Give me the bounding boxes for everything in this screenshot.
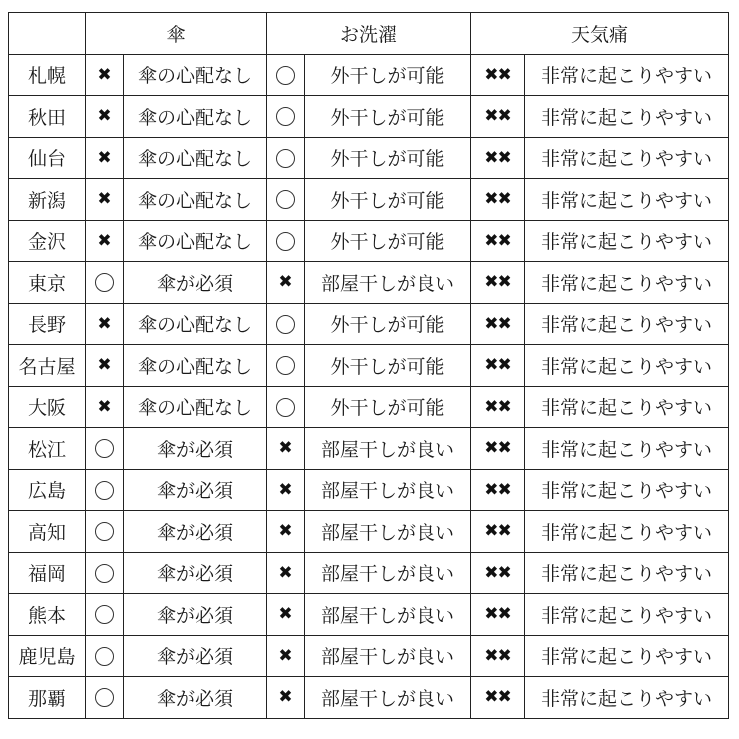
weather-pain-text-cell: 非常に起こりやすい xyxy=(525,386,729,428)
umbrella-text-cell: 傘が必須 xyxy=(124,428,267,470)
laundry-text-cell: 外干しが可能 xyxy=(305,54,471,96)
city-cell: 熊本 xyxy=(9,594,86,636)
weather-pain-mark-cell xyxy=(471,552,525,594)
city-cell: 仙台 xyxy=(9,137,86,179)
weather-pain-double-cross-icon: ✖✖ xyxy=(484,687,511,708)
umbrella-circle-icon xyxy=(95,273,114,292)
umbrella-mark-cell xyxy=(86,137,124,179)
laundry-mark-cell xyxy=(267,677,305,719)
city-cell: 東京 xyxy=(9,262,86,304)
laundry-circle-icon xyxy=(276,315,295,334)
city-cell: 福岡 xyxy=(9,552,86,594)
table-row xyxy=(9,511,729,553)
header-weather-pain: 天気痛 xyxy=(471,13,729,55)
table-row xyxy=(9,552,729,594)
umbrella-cross-icon: ✖ xyxy=(97,355,112,376)
umbrella-text-cell: 傘の心配なし xyxy=(124,345,267,387)
laundry-circle-icon xyxy=(276,190,295,209)
laundry-text-cell: 部屋干しが良い xyxy=(305,677,471,719)
weather-pain-text-cell: 非常に起こりやすい xyxy=(525,54,729,96)
weather-pain-text-cell: 非常に起こりやすい xyxy=(525,635,729,677)
laundry-mark-cell xyxy=(267,179,305,221)
city-cell: 松江 xyxy=(9,428,86,470)
table-row xyxy=(9,345,729,387)
umbrella-cross-icon: ✖ xyxy=(97,106,112,127)
city-cell: 札幌 xyxy=(9,54,86,96)
laundry-text-cell: 外干しが可能 xyxy=(305,303,471,345)
city-cell: 名古屋 xyxy=(9,345,86,387)
weather-pain-text-cell: 非常に起こりやすい xyxy=(525,345,729,387)
weather-pain-mark-cell xyxy=(471,303,525,345)
weather-pain-text-cell: 非常に起こりやすい xyxy=(525,552,729,594)
weather-pain-mark-cell xyxy=(471,635,525,677)
weather-pain-mark-cell xyxy=(471,54,525,96)
table-body xyxy=(9,54,729,718)
weather-pain-text-cell: 非常に起こりやすい xyxy=(525,677,729,719)
umbrella-mark-cell xyxy=(86,345,124,387)
umbrella-text-cell: 傘の心配なし xyxy=(124,303,267,345)
weather-pain-double-cross-icon: ✖✖ xyxy=(484,272,511,293)
laundry-mark-cell xyxy=(267,303,305,345)
umbrella-text-cell: 傘の心配なし xyxy=(124,220,267,262)
forecast-table xyxy=(8,12,729,719)
weather-pain-text-cell: 非常に起こりやすい xyxy=(525,96,729,138)
weather-pain-mark-cell xyxy=(471,137,525,179)
umbrella-text-cell: 傘の心配なし xyxy=(124,179,267,221)
table-row xyxy=(9,96,729,138)
laundry-circle-icon xyxy=(276,398,295,417)
city-cell: 秋田 xyxy=(9,96,86,138)
table-row xyxy=(9,179,729,221)
laundry-cross-icon: ✖ xyxy=(278,645,293,666)
umbrella-cross-icon: ✖ xyxy=(97,147,112,168)
weather-pain-mark-cell xyxy=(471,594,525,636)
umbrella-text-cell: 傘が必須 xyxy=(124,511,267,553)
laundry-cross-icon: ✖ xyxy=(278,479,293,500)
weather-pain-mark-cell xyxy=(471,262,525,304)
weather-pain-mark-cell xyxy=(471,677,525,719)
umbrella-cross-icon: ✖ xyxy=(97,230,112,251)
umbrella-mark-cell xyxy=(86,677,124,719)
laundry-mark-cell xyxy=(267,552,305,594)
weather-pain-text-cell: 非常に起こりやすい xyxy=(525,428,729,470)
weather-pain-double-cross-icon: ✖✖ xyxy=(484,645,511,666)
laundry-text-cell: 部屋干しが良い xyxy=(305,552,471,594)
umbrella-circle-icon xyxy=(95,605,114,624)
weather-pain-text-cell: 非常に起こりやすい xyxy=(525,179,729,221)
weather-pain-double-cross-icon: ✖✖ xyxy=(484,479,511,500)
city-cell: 高知 xyxy=(9,511,86,553)
weather-pain-text-cell: 非常に起こりやすい xyxy=(525,262,729,304)
umbrella-mark-cell xyxy=(86,54,124,96)
laundry-mark-cell xyxy=(267,220,305,262)
header-city xyxy=(9,13,86,55)
laundry-text-cell: 外干しが可能 xyxy=(305,220,471,262)
header-row xyxy=(9,13,729,55)
weather-pain-mark-cell xyxy=(471,469,525,511)
laundry-text-cell: 部屋干しが良い xyxy=(305,262,471,304)
umbrella-cross-icon: ✖ xyxy=(97,189,112,210)
umbrella-text-cell: 傘の心配なし xyxy=(124,96,267,138)
laundry-text-cell: 部屋干しが良い xyxy=(305,469,471,511)
weather-pain-double-cross-icon: ✖✖ xyxy=(484,396,511,417)
laundry-mark-cell xyxy=(267,137,305,179)
weather-pain-double-cross-icon: ✖✖ xyxy=(484,147,511,168)
city-cell: 鹿児島 xyxy=(9,635,86,677)
umbrella-text-cell: 傘の心配なし xyxy=(124,386,267,428)
weather-pain-mark-cell xyxy=(471,345,525,387)
laundry-text-cell: 外干しが可能 xyxy=(305,345,471,387)
laundry-mark-cell xyxy=(267,345,305,387)
umbrella-mark-cell xyxy=(86,635,124,677)
laundry-text-cell: 部屋干しが良い xyxy=(305,635,471,677)
weather-pain-double-cross-icon: ✖✖ xyxy=(484,64,511,85)
umbrella-text-cell: 傘が必須 xyxy=(124,469,267,511)
weather-pain-mark-cell xyxy=(471,386,525,428)
laundry-cross-icon: ✖ xyxy=(278,687,293,708)
laundry-mark-cell xyxy=(267,96,305,138)
table-row xyxy=(9,220,729,262)
city-cell: 長野 xyxy=(9,303,86,345)
umbrella-cross-icon: ✖ xyxy=(97,313,112,334)
weather-pain-double-cross-icon: ✖✖ xyxy=(484,106,511,127)
weather-pain-mark-cell xyxy=(471,220,525,262)
table-row xyxy=(9,594,729,636)
laundry-cross-icon: ✖ xyxy=(278,562,293,583)
weather-pain-mark-cell xyxy=(471,428,525,470)
city-cell: 金沢 xyxy=(9,220,86,262)
umbrella-text-cell: 傘が必須 xyxy=(124,594,267,636)
table-row xyxy=(9,303,729,345)
umbrella-circle-icon xyxy=(95,522,114,541)
laundry-text-cell: 部屋干しが良い xyxy=(305,594,471,636)
city-cell: 新潟 xyxy=(9,179,86,221)
weather-pain-double-cross-icon: ✖✖ xyxy=(484,313,511,334)
umbrella-mark-cell xyxy=(86,96,124,138)
umbrella-circle-icon xyxy=(95,564,114,583)
weather-pain-text-cell: 非常に起こりやすい xyxy=(525,511,729,553)
weather-pain-text-cell: 非常に起こりやすい xyxy=(525,469,729,511)
umbrella-text-cell: 傘が必須 xyxy=(124,677,267,719)
laundry-circle-icon xyxy=(276,66,295,85)
laundry-text-cell: 外干しが可能 xyxy=(305,386,471,428)
weather-pain-mark-cell xyxy=(471,179,525,221)
city-cell: 大阪 xyxy=(9,386,86,428)
weather-pain-text-cell: 非常に起こりやすい xyxy=(525,594,729,636)
header-umbrella: 傘 xyxy=(86,13,267,55)
table-row xyxy=(9,469,729,511)
umbrella-circle-icon xyxy=(95,481,114,500)
laundry-text-cell: 外干しが可能 xyxy=(305,179,471,221)
laundry-circle-icon xyxy=(276,356,295,375)
weather-pain-double-cross-icon: ✖✖ xyxy=(484,438,511,459)
umbrella-mark-cell xyxy=(86,594,124,636)
umbrella-mark-cell xyxy=(86,179,124,221)
forecast-table-container xyxy=(8,12,728,719)
laundry-mark-cell xyxy=(267,428,305,470)
laundry-mark-cell xyxy=(267,262,305,304)
umbrella-mark-cell xyxy=(86,262,124,304)
laundry-cross-icon: ✖ xyxy=(278,438,293,459)
laundry-mark-cell xyxy=(267,386,305,428)
laundry-mark-cell xyxy=(267,54,305,96)
weather-pain-double-cross-icon: ✖✖ xyxy=(484,355,511,376)
laundry-circle-icon xyxy=(276,232,295,251)
weather-pain-double-cross-icon: ✖✖ xyxy=(484,604,511,625)
laundry-text-cell: 部屋干しが良い xyxy=(305,428,471,470)
laundry-mark-cell xyxy=(267,594,305,636)
weather-pain-mark-cell xyxy=(471,96,525,138)
table-row xyxy=(9,386,729,428)
weather-pain-text-cell: 非常に起こりやすい xyxy=(525,303,729,345)
table-row xyxy=(9,677,729,719)
weather-pain-mark-cell xyxy=(471,511,525,553)
umbrella-circle-icon xyxy=(95,688,114,707)
umbrella-cross-icon: ✖ xyxy=(97,396,112,417)
umbrella-text-cell: 傘の心配なし xyxy=(124,54,267,96)
table-row xyxy=(9,137,729,179)
weather-pain-double-cross-icon: ✖✖ xyxy=(484,562,511,583)
weather-pain-double-cross-icon: ✖✖ xyxy=(484,189,511,210)
laundry-text-cell: 部屋干しが良い xyxy=(305,511,471,553)
umbrella-text-cell: 傘が必須 xyxy=(124,635,267,677)
table-row xyxy=(9,428,729,470)
umbrella-text-cell: 傘が必須 xyxy=(124,262,267,304)
umbrella-text-cell: 傘の心配なし xyxy=(124,137,267,179)
weather-pain-text-cell: 非常に起こりやすい xyxy=(525,220,729,262)
laundry-mark-cell xyxy=(267,511,305,553)
umbrella-circle-icon xyxy=(95,439,114,458)
laundry-cross-icon: ✖ xyxy=(278,604,293,625)
table-row xyxy=(9,635,729,677)
weather-pain-double-cross-icon: ✖✖ xyxy=(484,521,511,542)
umbrella-mark-cell xyxy=(86,386,124,428)
laundry-text-cell: 外干しが可能 xyxy=(305,137,471,179)
weather-pain-double-cross-icon: ✖✖ xyxy=(484,230,511,251)
table-row xyxy=(9,54,729,96)
laundry-mark-cell xyxy=(267,635,305,677)
umbrella-mark-cell xyxy=(86,303,124,345)
city-cell: 広島 xyxy=(9,469,86,511)
umbrella-mark-cell xyxy=(86,469,124,511)
umbrella-cross-icon: ✖ xyxy=(97,64,112,85)
umbrella-text-cell: 傘が必須 xyxy=(124,552,267,594)
umbrella-mark-cell xyxy=(86,552,124,594)
laundry-circle-icon xyxy=(276,149,295,168)
umbrella-circle-icon xyxy=(95,647,114,666)
laundry-mark-cell xyxy=(267,469,305,511)
weather-pain-text-cell: 非常に起こりやすい xyxy=(525,137,729,179)
laundry-cross-icon: ✖ xyxy=(278,521,293,542)
umbrella-mark-cell xyxy=(86,428,124,470)
laundry-cross-icon: ✖ xyxy=(278,272,293,293)
header-laundry: お洗濯 xyxy=(267,13,471,55)
laundry-text-cell: 外干しが可能 xyxy=(305,96,471,138)
umbrella-mark-cell xyxy=(86,220,124,262)
laundry-circle-icon xyxy=(276,107,295,126)
table-row xyxy=(9,262,729,304)
city-cell: 那覇 xyxy=(9,677,86,719)
umbrella-mark-cell xyxy=(86,511,124,553)
